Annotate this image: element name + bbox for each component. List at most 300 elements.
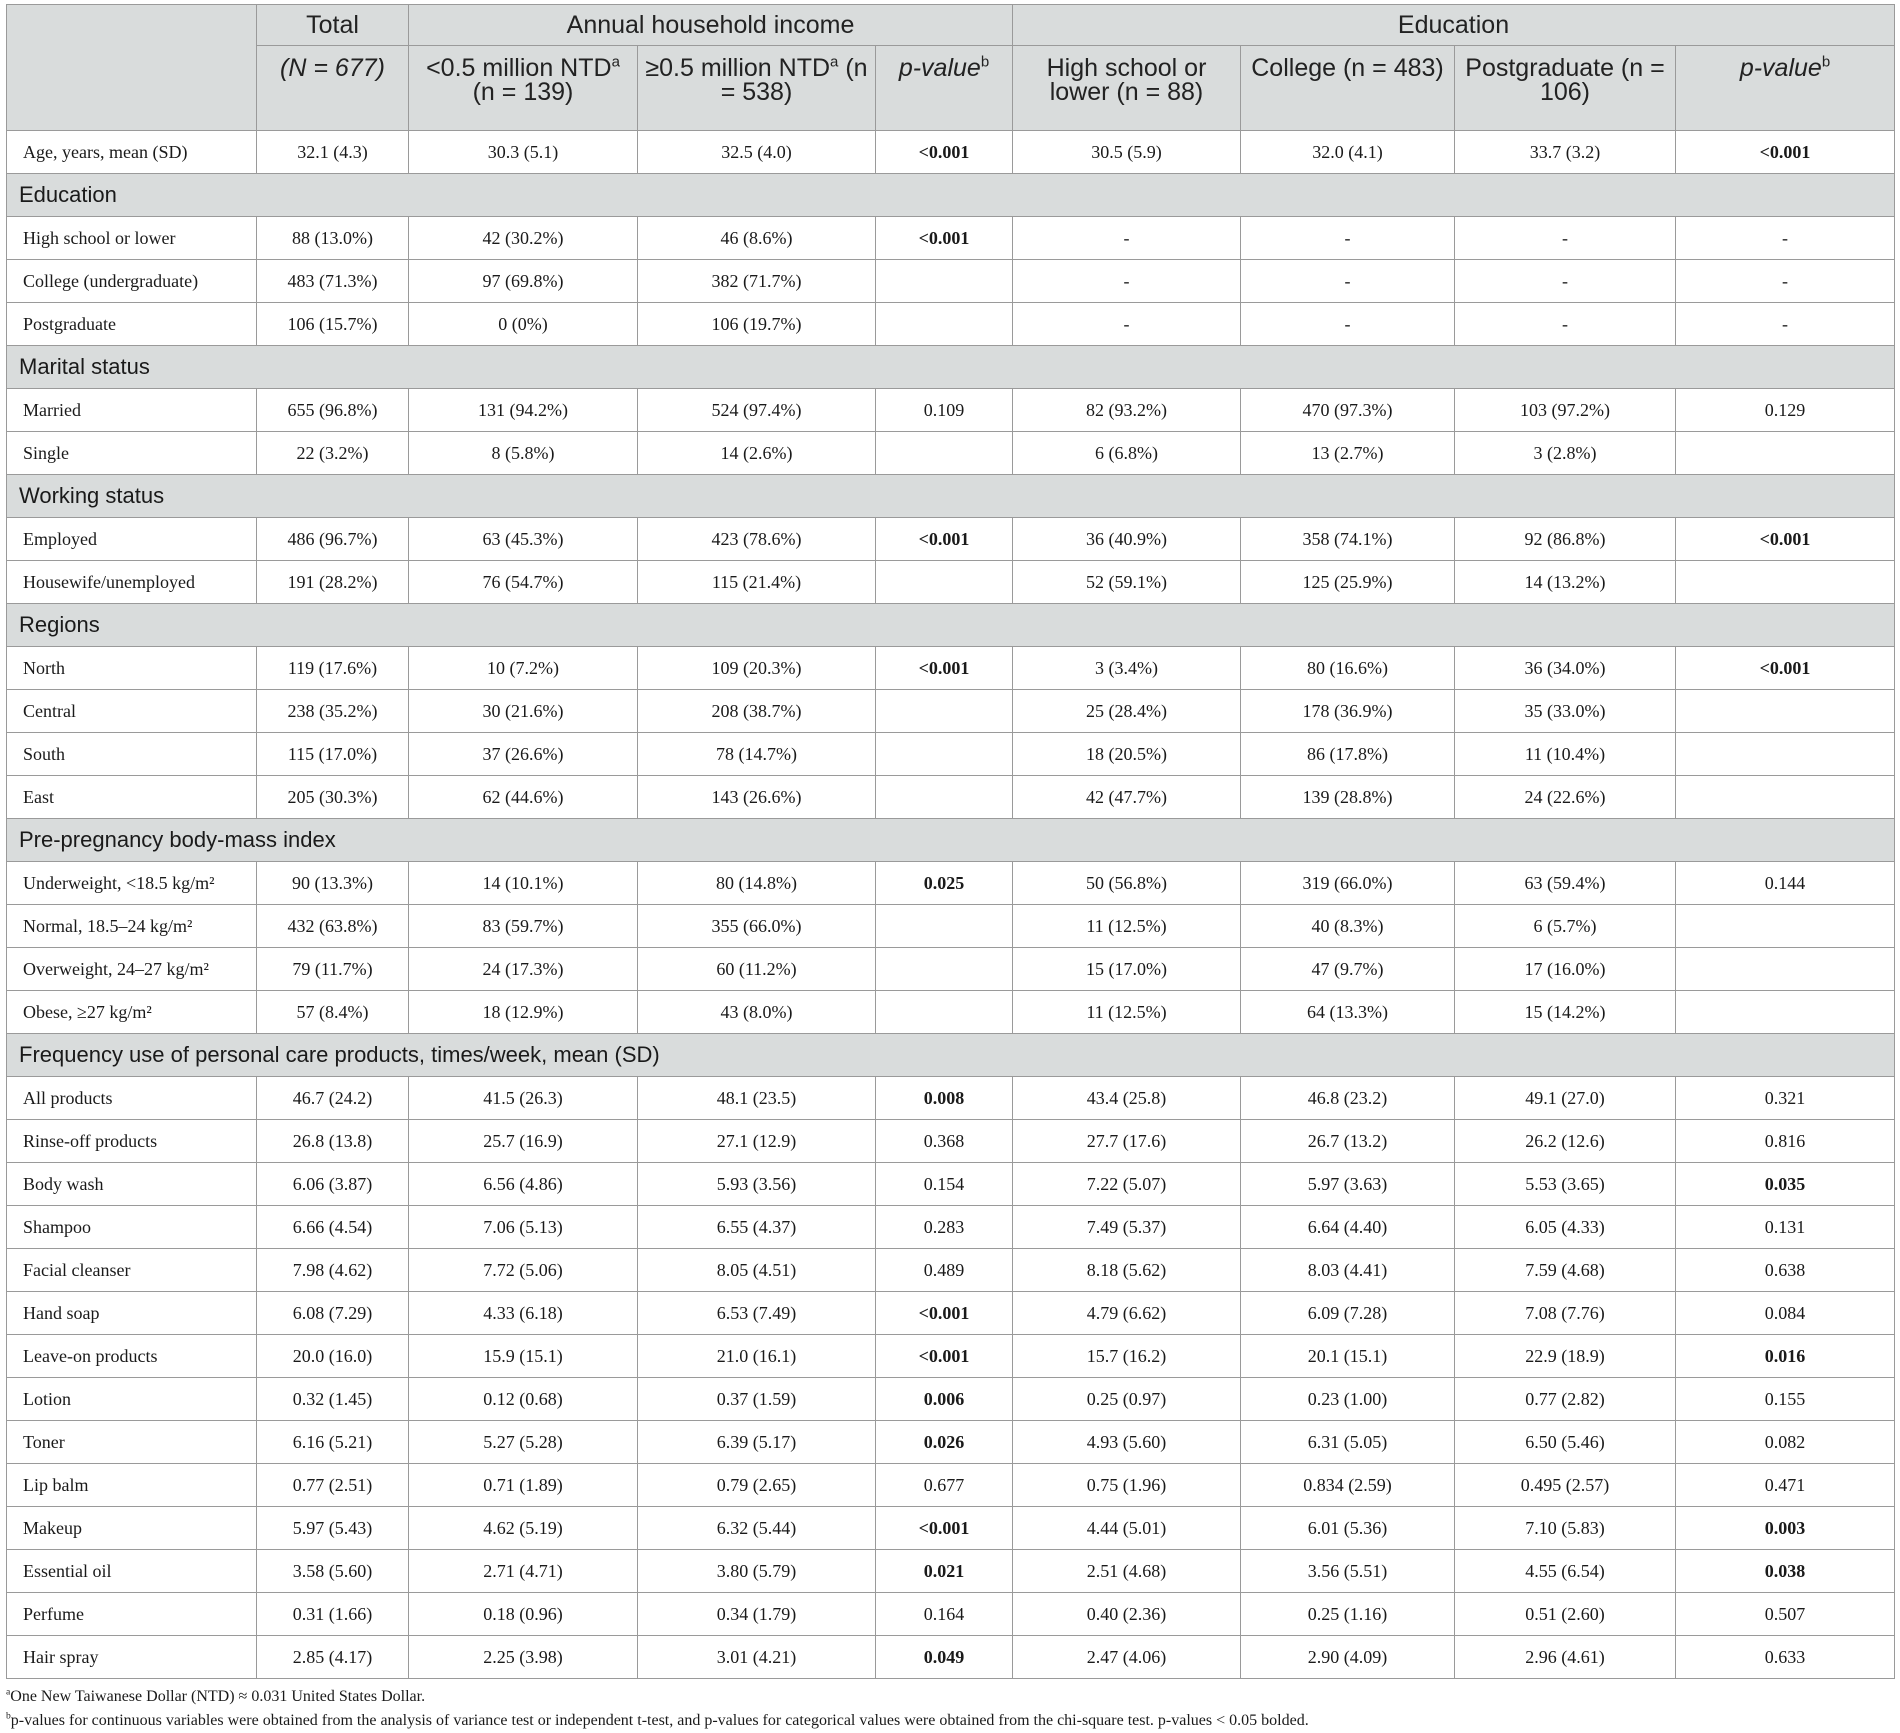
table-cell: -: [1013, 260, 1241, 303]
table-cell: 7.98 (4.62): [257, 1249, 409, 1292]
table-cell: -: [1013, 303, 1241, 346]
table-row: [7, 1464, 1895, 1507]
table-cell: 115 (21.4%): [638, 561, 876, 604]
footnotes: [6, 1685, 1894, 1733]
table-cell: -: [1241, 303, 1455, 346]
table-cell: 6.08 (7.29): [257, 1292, 409, 1335]
row-label: South: [7, 733, 257, 776]
table-cell: 37 (26.6%): [409, 733, 638, 776]
table-cell: 0.006: [876, 1378, 1013, 1421]
table-cell: 0.40 (2.36): [1013, 1593, 1241, 1636]
table-cell: 2.47 (4.06): [1013, 1636, 1241, 1679]
table-cell: 42 (30.2%): [409, 217, 638, 260]
table-cell: 205 (30.3%): [257, 776, 409, 819]
table-cell: 6.31 (5.05): [1241, 1421, 1455, 1464]
table-cell: 80 (16.6%): [1241, 647, 1455, 690]
table-cell: [876, 303, 1013, 346]
table-cell: 7.08 (7.76): [1455, 1292, 1676, 1335]
row-label: Shampoo: [7, 1206, 257, 1249]
table-cell: 125 (25.9%): [1241, 561, 1455, 604]
table-row: [7, 389, 1895, 432]
table-cell: 4.33 (6.18): [409, 1292, 638, 1335]
table-cell: 15.9 (15.1): [409, 1335, 638, 1378]
table-cell: 92 (86.8%): [1455, 518, 1676, 561]
table-cell: 2.71 (4.71): [409, 1550, 638, 1593]
table-cell: 0.021: [876, 1550, 1013, 1593]
table-cell: 17 (16.0%): [1455, 948, 1676, 991]
table-cell: 0.049: [876, 1636, 1013, 1679]
table-cell: 43.4 (25.8): [1013, 1077, 1241, 1120]
table-cell: 80 (14.8%): [638, 862, 876, 905]
table-cell: 11 (12.5%): [1013, 905, 1241, 948]
table-cell: 7.72 (5.06): [409, 1249, 638, 1292]
table-cell: 32.0 (4.1): [1241, 131, 1455, 174]
table-cell: 0.131: [1676, 1206, 1895, 1249]
table-cell: 63 (45.3%): [409, 518, 638, 561]
table-cell: 5.53 (3.65): [1455, 1163, 1676, 1206]
table-cell: 14 (2.6%): [638, 432, 876, 475]
table-cell: [876, 991, 1013, 1034]
table-cell: 0.638: [1676, 1249, 1895, 1292]
table-cell: 21.0 (16.1): [638, 1335, 876, 1378]
table-cell: 7.22 (5.07): [1013, 1163, 1241, 1206]
table-cell: 57 (8.4%): [257, 991, 409, 1034]
row-label: Hand soap: [7, 1292, 257, 1335]
table-cell: 655 (96.8%): [257, 389, 409, 432]
table-cell: 90 (13.3%): [257, 862, 409, 905]
table-row: [7, 1077, 1895, 1120]
table-cell: 26.8 (13.8): [257, 1120, 409, 1163]
table-cell: 0.37 (1.59): [638, 1378, 876, 1421]
row-label: Toner: [7, 1421, 257, 1464]
table-cell: 41.5 (26.3): [409, 1077, 638, 1120]
table-cell: 139 (28.8%): [1241, 776, 1455, 819]
table-cell: 13 (2.7%): [1241, 432, 1455, 475]
section-label: Education: [7, 174, 1895, 217]
row-label: East: [7, 776, 257, 819]
table-cell: 0.109: [876, 389, 1013, 432]
table-cell: 64 (13.3%): [1241, 991, 1455, 1034]
table-cell: 2.51 (4.68): [1013, 1550, 1241, 1593]
table-cell: 15 (17.0%): [1013, 948, 1241, 991]
table-cell: 48.1 (23.5): [638, 1077, 876, 1120]
table-cell: 0.507: [1676, 1593, 1895, 1636]
table-cell: 7.59 (4.68): [1455, 1249, 1676, 1292]
table-cell: [876, 432, 1013, 475]
table-body: [7, 131, 1895, 1679]
table-cell: 6.39 (5.17): [638, 1421, 876, 1464]
table-cell: 6.56 (4.86): [409, 1163, 638, 1206]
table-cell: 43 (8.0%): [638, 991, 876, 1034]
table-cell: 6.01 (5.36): [1241, 1507, 1455, 1550]
table-cell: 22 (3.2%): [257, 432, 409, 475]
table-cell: <0.001: [876, 1507, 1013, 1550]
table-cell: [1676, 776, 1895, 819]
header-total-n: (N = 677): [257, 46, 409, 131]
table-cell: 0.71 (1.89): [409, 1464, 638, 1507]
section-label: Working status: [7, 475, 1895, 518]
table-cell: 143 (26.6%): [638, 776, 876, 819]
table-cell: -: [1455, 260, 1676, 303]
table-cell: -: [1455, 303, 1676, 346]
table-cell: 26.7 (13.2): [1241, 1120, 1455, 1163]
table-cell: 27.1 (12.9): [638, 1120, 876, 1163]
table-cell: 319 (66.0%): [1241, 862, 1455, 905]
table-cell: 0.283: [876, 1206, 1013, 1249]
table-cell: 3.01 (4.21): [638, 1636, 876, 1679]
table-row: [7, 1636, 1895, 1679]
row-label: Lip balm: [7, 1464, 257, 1507]
row-label: Postgraduate: [7, 303, 257, 346]
table-cell: 0.471: [1676, 1464, 1895, 1507]
table-cell: 6.16 (5.21): [257, 1421, 409, 1464]
table-cell: 0.038: [1676, 1550, 1895, 1593]
table-cell: [1676, 733, 1895, 776]
table-cell: 30.3 (5.1): [409, 131, 638, 174]
table-cell: 0 (0%): [409, 303, 638, 346]
table-row: [7, 733, 1895, 776]
table-cell: 358 (74.1%): [1241, 518, 1455, 561]
table-row: [7, 647, 1895, 690]
table-cell: 191 (28.2%): [257, 561, 409, 604]
table-cell: 6.05 (4.33): [1455, 1206, 1676, 1249]
table-cell: 35 (33.0%): [1455, 690, 1676, 733]
table-row: [7, 1550, 1895, 1593]
table-cell: 52 (59.1%): [1013, 561, 1241, 604]
table-cell: 0.12 (0.68): [409, 1378, 638, 1421]
row-label: Central: [7, 690, 257, 733]
table-cell: 0.155: [1676, 1378, 1895, 1421]
table-cell: 0.32 (1.45): [257, 1378, 409, 1421]
table-cell: <0.001: [1676, 518, 1895, 561]
table-cell: 0.77 (2.82): [1455, 1378, 1676, 1421]
table-cell: [1676, 561, 1895, 604]
table-cell: 6 (5.7%): [1455, 905, 1676, 948]
section-label: Marital status: [7, 346, 1895, 389]
table-cell: 4.44 (5.01): [1013, 1507, 1241, 1550]
table-cell: 0.154: [876, 1163, 1013, 1206]
table-row: [7, 776, 1895, 819]
row-label: Essential oil: [7, 1550, 257, 1593]
table-cell: 131 (94.2%): [409, 389, 638, 432]
table-cell: 178 (36.9%): [1241, 690, 1455, 733]
table-cell: 60 (11.2%): [638, 948, 876, 991]
section-header-row: [7, 174, 1895, 217]
table-cell: 119 (17.6%): [257, 647, 409, 690]
row-label: Facial cleanser: [7, 1249, 257, 1292]
row-label: Obese, ≥27 kg/m²: [7, 991, 257, 1034]
table-cell: 355 (66.0%): [638, 905, 876, 948]
table-cell: 79 (11.7%): [257, 948, 409, 991]
row-label: Perfume: [7, 1593, 257, 1636]
table-row: [7, 1593, 1895, 1636]
table-cell: 0.035: [1676, 1163, 1895, 1206]
table-cell: 0.79 (2.65): [638, 1464, 876, 1507]
table-cell: 6.09 (7.28): [1241, 1292, 1455, 1335]
table-cell: 36 (34.0%): [1455, 647, 1676, 690]
table-cell: 30.5 (5.9): [1013, 131, 1241, 174]
row-label: Married: [7, 389, 257, 432]
table-cell: 115 (17.0%): [257, 733, 409, 776]
table-cell: 0.164: [876, 1593, 1013, 1636]
header-education-group: Education: [1013, 5, 1895, 46]
table-cell: 46.8 (23.2): [1241, 1077, 1455, 1120]
section-header-row: [7, 475, 1895, 518]
table-cell: 5.93 (3.56): [638, 1163, 876, 1206]
table-cell: 11 (10.4%): [1455, 733, 1676, 776]
table-cell: [876, 948, 1013, 991]
table-header: [7, 5, 1895, 131]
row-label: Normal, 18.5–24 kg/m²: [7, 905, 257, 948]
row-label: Rinse-off products: [7, 1120, 257, 1163]
table-cell: 4.62 (5.19): [409, 1507, 638, 1550]
table-cell: 4.55 (6.54): [1455, 1550, 1676, 1593]
table-cell: 15.7 (16.2): [1013, 1335, 1241, 1378]
table-cell: 0.75 (1.96): [1013, 1464, 1241, 1507]
section-header-row: [7, 1034, 1895, 1077]
table-cell: 0.816: [1676, 1120, 1895, 1163]
table-cell: 423 (78.6%): [638, 518, 876, 561]
table-cell: 47 (9.7%): [1241, 948, 1455, 991]
table-row: [7, 1292, 1895, 1335]
table-cell: 3.56 (5.51): [1241, 1550, 1455, 1593]
table-row: [7, 260, 1895, 303]
table-cell: 7.06 (5.13): [409, 1206, 638, 1249]
table-cell: 0.321: [1676, 1077, 1895, 1120]
table-cell: 432 (63.8%): [257, 905, 409, 948]
table-cell: 97 (69.8%): [409, 260, 638, 303]
table-cell: 7.10 (5.83): [1455, 1507, 1676, 1550]
table-cell: 6.50 (5.46): [1455, 1421, 1676, 1464]
demographics-table: [6, 4, 1895, 1679]
table-cell: 25.7 (16.9): [409, 1120, 638, 1163]
table-cell: 6.55 (4.37): [638, 1206, 876, 1249]
table-cell: 36 (40.9%): [1013, 518, 1241, 561]
table-cell: 8.18 (5.62): [1013, 1249, 1241, 1292]
table-cell: 6.64 (4.40): [1241, 1206, 1455, 1249]
table-cell: 14 (10.1%): [409, 862, 638, 905]
table-row: [7, 131, 1895, 174]
table-cell: 14 (13.2%): [1455, 561, 1676, 604]
table-cell: 0.082: [1676, 1421, 1895, 1464]
table-cell: 8.03 (4.41): [1241, 1249, 1455, 1292]
header-total: Total: [257, 5, 409, 46]
table-cell: 106 (15.7%): [257, 303, 409, 346]
header-income-low: <0.5 million NTD$^a$ (n = 139): [409, 46, 638, 131]
header-edu-postgraduate: Postgraduate (n = 106): [1455, 46, 1676, 131]
table-cell: 4.93 (5.60): [1013, 1421, 1241, 1464]
header-corner-lower: [7, 46, 257, 131]
table-cell: 2.85 (4.17): [257, 1636, 409, 1679]
table-cell: [1676, 432, 1895, 475]
table-cell: -: [1676, 217, 1895, 260]
table-cell: 106 (19.7%): [638, 303, 876, 346]
table-cell: 0.77 (2.51): [257, 1464, 409, 1507]
table-cell: 5.97 (5.43): [257, 1507, 409, 1550]
table-cell: 0.003: [1676, 1507, 1895, 1550]
table-cell: 6.53 (7.49): [638, 1292, 876, 1335]
footnote-a: $^a$One New Taiwanese Dollar (NTD) ≈ 0.031 United States Dollar.: [6, 1686, 426, 1705]
table-cell: <0.001: [1676, 647, 1895, 690]
table-cell: 103 (97.2%): [1455, 389, 1676, 432]
table-cell: <0.001: [876, 647, 1013, 690]
table-cell: 2.25 (3.98): [409, 1636, 638, 1679]
table-cell: 5.97 (3.63): [1241, 1163, 1455, 1206]
table-cell: 0.25 (1.16): [1241, 1593, 1455, 1636]
table-cell: 20.0 (16.0): [257, 1335, 409, 1378]
table-cell: 4.79 (6.62): [1013, 1292, 1241, 1335]
table-cell: 0.633: [1676, 1636, 1895, 1679]
table-cell: 2.90 (4.09): [1241, 1636, 1455, 1679]
table-row: [7, 862, 1895, 905]
table-cell: 0.23 (1.00): [1241, 1378, 1455, 1421]
table-row: [7, 217, 1895, 260]
section-label: Frequency use of personal care products, times/week, mean (SD): [7, 1034, 1895, 1077]
section-label: Pre-pregnancy body-mass index: [7, 819, 1895, 862]
table-cell: 63 (59.4%): [1455, 862, 1676, 905]
table-cell: -: [1241, 217, 1455, 260]
header-edu-highschool: High school or lower (n = 88): [1013, 46, 1241, 131]
table-cell: 83 (59.7%): [409, 905, 638, 948]
section-header-row: [7, 819, 1895, 862]
row-label: All products: [7, 1077, 257, 1120]
table-row: [7, 432, 1895, 475]
table-cell: 78 (14.7%): [638, 733, 876, 776]
table-cell: 0.084: [1676, 1292, 1895, 1335]
table-cell: 33.7 (3.2): [1455, 131, 1676, 174]
table-cell: -: [1676, 303, 1895, 346]
table-cell: 46.7 (24.2): [257, 1077, 409, 1120]
table-row: [7, 303, 1895, 346]
table-cell: [876, 561, 1013, 604]
table-cell: <0.001: [876, 1335, 1013, 1378]
table-cell: 30 (21.6%): [409, 690, 638, 733]
table-cell: -: [1455, 217, 1676, 260]
table-cell: -: [1241, 260, 1455, 303]
row-label: Leave-on products: [7, 1335, 257, 1378]
table-cell: 483 (71.3%): [257, 260, 409, 303]
table-cell: -: [1013, 217, 1241, 260]
row-label: Age, years, mean (SD): [7, 131, 257, 174]
table-cell: 0.026: [876, 1421, 1013, 1464]
table-cell: 24 (17.3%): [409, 948, 638, 991]
table-cell: <0.001: [876, 518, 1013, 561]
section-label: Regions: [7, 604, 1895, 647]
table-cell: 0.834 (2.59): [1241, 1464, 1455, 1507]
row-label: Single: [7, 432, 257, 475]
table-row: [7, 948, 1895, 991]
table-cell: [1676, 690, 1895, 733]
table-cell: 76 (54.7%): [409, 561, 638, 604]
header-income-pvalue: p-value$^b$: [876, 46, 1013, 131]
table-cell: 62 (44.6%): [409, 776, 638, 819]
table-cell: 11 (12.5%): [1013, 991, 1241, 1034]
table-cell: [1676, 948, 1895, 991]
table-cell: 0.008: [876, 1077, 1013, 1120]
table-cell: -: [1676, 260, 1895, 303]
footnote-b: $^b$p-values for continuous variables were obtained from the analysis of variance test or independent t-test, and p-values for categorical values were obtained from the chi-square test. p-values < 0.05 bolded.: [6, 1710, 1309, 1729]
table-cell: 382 (71.7%): [638, 260, 876, 303]
table-cell: 49.1 (27.0): [1455, 1077, 1676, 1120]
table-cell: 0.677: [876, 1464, 1013, 1507]
table-row: [7, 1249, 1895, 1292]
table-cell: 46 (8.6%): [638, 217, 876, 260]
header-income-group: Annual household income: [409, 5, 1013, 46]
table-cell: 524 (97.4%): [638, 389, 876, 432]
table-cell: 486 (96.7%): [257, 518, 409, 561]
table-cell: [1676, 991, 1895, 1034]
table-row: [7, 1378, 1895, 1421]
table-row: [7, 1206, 1895, 1249]
table-cell: 2.96 (4.61): [1455, 1636, 1676, 1679]
table-cell: [876, 733, 1013, 776]
table-cell: 0.18 (0.96): [409, 1593, 638, 1636]
header-edu-college: College (n = 483): [1241, 46, 1455, 131]
table-cell: 7.49 (5.37): [1013, 1206, 1241, 1249]
table-cell: 32.1 (4.3): [257, 131, 409, 174]
section-header-row: [7, 604, 1895, 647]
table-cell: [876, 776, 1013, 819]
row-label: Body wash: [7, 1163, 257, 1206]
table-cell: 0.489: [876, 1249, 1013, 1292]
table-cell: 27.7 (17.6): [1013, 1120, 1241, 1163]
table-cell: 18 (20.5%): [1013, 733, 1241, 776]
table-cell: 0.368: [876, 1120, 1013, 1163]
table-cell: 3 (3.4%): [1013, 647, 1241, 690]
header-edu-pvalue: p-value$^b$: [1676, 46, 1895, 131]
table-row: [7, 1335, 1895, 1378]
table-cell: 0.025: [876, 862, 1013, 905]
table-cell: 6 (6.8%): [1013, 432, 1241, 475]
table-cell: 15 (14.2%): [1455, 991, 1676, 1034]
table-cell: 0.31 (1.66): [257, 1593, 409, 1636]
table-cell: 10 (7.2%): [409, 647, 638, 690]
table-cell: 0.144: [1676, 862, 1895, 905]
row-label: Employed: [7, 518, 257, 561]
table-cell: [876, 690, 1013, 733]
table-cell: 0.51 (2.60): [1455, 1593, 1676, 1636]
table-cell: 18 (12.9%): [409, 991, 638, 1034]
row-label: North: [7, 647, 257, 690]
table-cell: 5.27 (5.28): [409, 1421, 638, 1464]
table-cell: 8.05 (4.51): [638, 1249, 876, 1292]
table-cell: 40 (8.3%): [1241, 905, 1455, 948]
table-cell: 50 (56.8%): [1013, 862, 1241, 905]
row-label: Underweight, <18.5 kg/m²: [7, 862, 257, 905]
table-cell: 8 (5.8%): [409, 432, 638, 475]
table-cell: 6.32 (5.44): [638, 1507, 876, 1550]
table-cell: 470 (97.3%): [1241, 389, 1455, 432]
table-cell: 26.2 (12.6): [1455, 1120, 1676, 1163]
table-row: [7, 1507, 1895, 1550]
table-row: [7, 561, 1895, 604]
table-row: [7, 1163, 1895, 1206]
row-label: Makeup: [7, 1507, 257, 1550]
table-cell: <0.001: [876, 131, 1013, 174]
table-cell: <0.001: [1676, 131, 1895, 174]
table-row: [7, 690, 1895, 733]
table-cell: 3 (2.8%): [1455, 432, 1676, 475]
table-cell: 109 (20.3%): [638, 647, 876, 690]
table-cell: <0.001: [876, 1292, 1013, 1335]
table-cell: 0.129: [1676, 389, 1895, 432]
table-cell: 0.34 (1.79): [638, 1593, 876, 1636]
row-label: Housewife/unemployed: [7, 561, 257, 604]
section-header-row: [7, 346, 1895, 389]
table-cell: 88 (13.0%): [257, 217, 409, 260]
row-label: Overweight, 24–27 kg/m²: [7, 948, 257, 991]
table-cell: 0.495 (2.57): [1455, 1464, 1676, 1507]
